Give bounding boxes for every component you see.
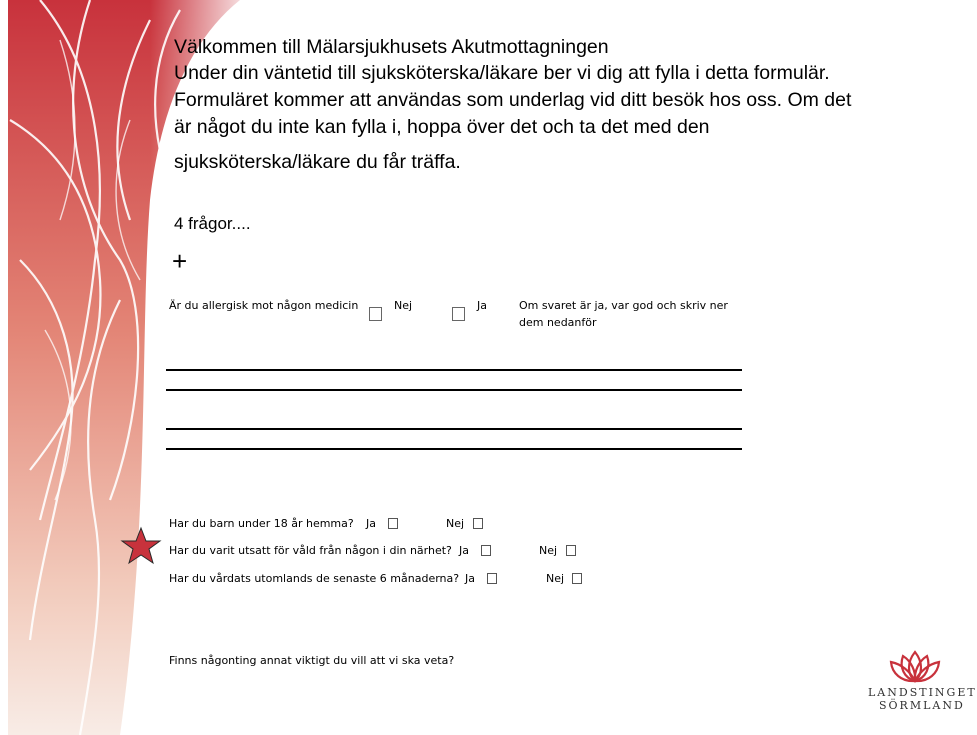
- q1-yes-label: Ja: [477, 299, 487, 312]
- intro-line-1: Välkommen till Mälarsjukhusets Akutmottagningen: [174, 36, 609, 58]
- logo-text-line-2: SÖRMLAND: [879, 699, 965, 712]
- q1-yes-checkbox[interactable]: [452, 307, 465, 321]
- q1-no-label: Nej: [394, 299, 413, 312]
- answer-line-3[interactable]: [166, 428, 742, 430]
- q4-yes-label: Ja: [465, 572, 475, 585]
- q4-no-label: Nej: [546, 572, 565, 585]
- landstinget-logo-icon: [886, 648, 944, 684]
- intro-line-2: Under din väntetid till sjuksköterska/läkare ber vi dig att fylla i detta formulär.: [174, 62, 830, 84]
- intro-line-5: sjuksköterska/läkare du får träffa.: [174, 151, 461, 173]
- q1-no-checkbox[interactable]: [369, 307, 382, 321]
- q2-yes-checkbox[interactable]: [388, 518, 398, 529]
- q3-yes-checkbox[interactable]: [481, 545, 491, 556]
- q5-label: Finns någonting annat viktigt du vill att vi ska veta?: [169, 654, 455, 667]
- q1-note-line-2: dem nedanför: [519, 316, 597, 329]
- q4-no-checkbox[interactable]: [572, 573, 582, 584]
- q2-label: Har du barn under 18 år hemma?: [169, 517, 354, 530]
- q3-no-checkbox[interactable]: [566, 545, 576, 556]
- q3-no-label: Nej: [539, 544, 558, 557]
- intro-line-3: Formuläret kommer att användas som underlag vid ditt besök hos oss. Om det: [174, 89, 852, 111]
- answer-line-1[interactable]: [166, 369, 742, 371]
- q2-no-checkbox[interactable]: [473, 518, 483, 529]
- q2-yes-label: Ja: [366, 517, 376, 530]
- plus-symbol: +: [172, 246, 188, 276]
- q3-label: Har du varit utsatt för våld från någon i din närhet?: [169, 544, 452, 557]
- q4-label: Har du vårdats utomlands de senaste 6 månaderna?: [169, 572, 460, 585]
- answer-line-4[interactable]: [166, 448, 742, 450]
- intro-line-4: är något du inte kan fylla i, hoppa över det och ta det med den: [174, 116, 710, 138]
- q3-yes-label: Ja: [459, 544, 469, 557]
- q2-no-label: Nej: [446, 517, 465, 530]
- answer-line-2[interactable]: [166, 389, 742, 391]
- q1-label: Är du allergisk mot någon medicin: [169, 299, 359, 312]
- star-icon: [120, 527, 162, 565]
- logo-text-line-1: LANDSTINGET: [868, 686, 977, 699]
- q1-note-line-1: Om svaret är ja, var god och skriv ner: [519, 299, 728, 312]
- questions-heading: 4 frågor....: [174, 214, 251, 233]
- q4-yes-checkbox[interactable]: [487, 573, 497, 584]
